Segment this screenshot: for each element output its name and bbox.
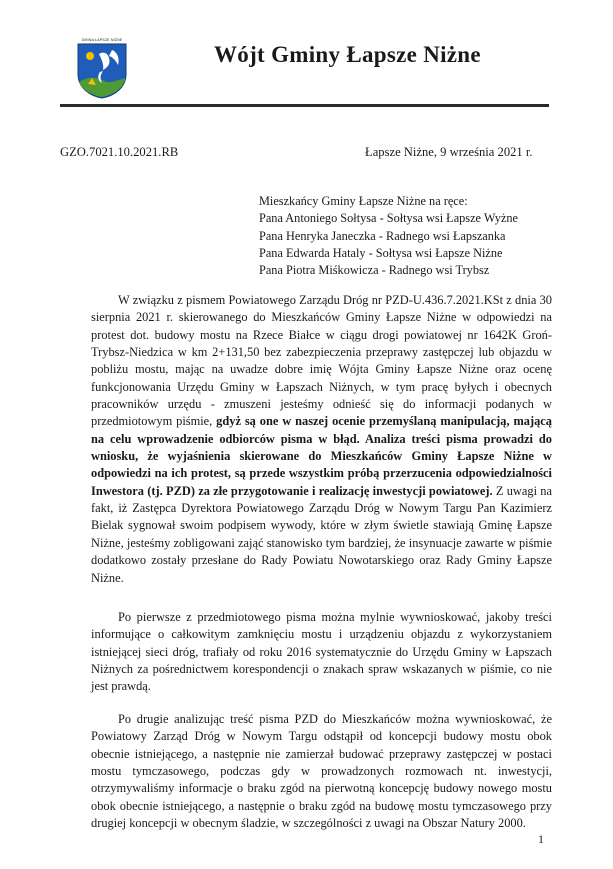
recipient-line: Pana Antoniego Sołtysa - Sołtysa wsi Łapsze Wyżne [259,211,518,226]
municipality-crest-label: GMINA ŁAPSZE NIŻNE [81,38,123,42]
letterhead-title: Wójt Gminy Łapsze Niżne [214,42,481,67]
letterhead-rule [60,104,549,107]
paragraph-text: Z uwagi na fakt, iż Zastępca Dyrektora Powiatowego Zarządu Dróg w Nowym Targu Pan Kazimierz Bielak sygnował swoim podpisem wywody, które w złym świetle stawiają Gminę Łapsze Niżne, jesteśmy zobligowani zająć stanowisko tym bardziej, że insynuacje zawarte w piśmie dodatkowo zostały przesłane do Rady Powiatu Nowotarskiego oraz Rady Gminy Łapsze Niżne. [91,483,552,585]
body-paragraph-3: Po drugie analizując treść pisma PZD do Mieszkańców można wywnioskować, że Powiatowy Zarząd Dróg w Nowym Targu odstąpił od koncepcji budowy mostu obok obecnie istniejącego, a następnie nie zamierzał budować przeprawy zastępczej w postaci mostu tymczasowego, podczas gdy w prowadzonych rozmowach nt. inwestycji, otrzymywaliśmy informacje o braku zgód na pierwotną koncepcję budowy nowego mostu obok obecnie istniejącego, a następnie o braku zgód na budowę mostu tymczasowego przy drugiej koncepcji w obecnym śladzie, w szczególności z uwagi na Obszar Natury 2000. [91,712,552,831]
recipient-block [259,193,518,279]
municipality-crest-icon [76,40,128,100]
recipient-line: Pana Piotra Miśkowicza - Radnego wsi Trybsz [259,263,490,278]
page-number: 1 [538,832,544,846]
place-and-date: Łapsze Niżne, 9 września 2021 r. [365,145,533,159]
reference-number: GZO.7021.10.2021.RB [60,145,179,159]
body-paragraph-1 [91,292,552,587]
recipient-line: Mieszkańcy Gminy Łapsze Niżne na ręce: [259,194,468,208]
body-paragraph-2: Po pierwsze z przedmiotowego pisma można mylnie wywnioskować, jakoby treści informujące o całkowitym zamknięciu mostu i urządzeniu objazdu z wykorzystaniem istniejącej sieci dróg, trafiały od roku 2016 systematycznie do Urzędu Gminy w Łapszach Niżnych za pośrednictwem korespondencji o znakach spraw wskazanych w piśmie, co nie jest prawdą. [91,610,552,694]
paragraph-text: W związku z pismem Powiatowego Zarządu Dróg nr PZD-U.436.7.2021.KSt z dnia 30 sierpnia 2021 r. skierowanego do Mieszkańców Gminy Łapsze Niżne w odpowiedzi na protest dot. budowy mostu na Rzece Białce w ciągu drogi powiatowej nr 1642K Groń-Trybsz-Niedzica w km 2+131,50 bez zabezpieczenia przeprawy zastępczej lub objazdu w pobliżu mostu, mając na uwadze dobre imię Wójta Gminy Łapsze Niżne oraz ocenę funkcjonowania Urzędu Gminy w Łapszach Niżnych, w tym pracę byłych i obecnych pracowników urzędu - zmuszeni jesteśmy odnieść się do informacji podanych w przedmiotowym piśmie, [91,293,552,429]
recipient-line: Pana Henryka Janeczka - Radnego wsi Łapszanka [259,228,506,243]
recipient-line: Pana Edwarda Hataly - Sołtysa wsi Łapsze Niżne [259,245,503,260]
paragraph-bold-text: gdyż są one w naszej ocenie przemyślaną manipulacją, mającą na celu wprowadzenie odbiorców pisma w błąd. Analiza treści pisma prowadzi do wniosku, że wyjaśnienia skierowane do Mieszkańców Gminy Łapsze Niżne w odpowiedzi na ich protest, są przede wszystkim próbą przerzucenia odpowiedzialności Inwestora (tj. PZD) za złe przygotowanie i realizację inwestycji powiatowej. [91,414,552,498]
